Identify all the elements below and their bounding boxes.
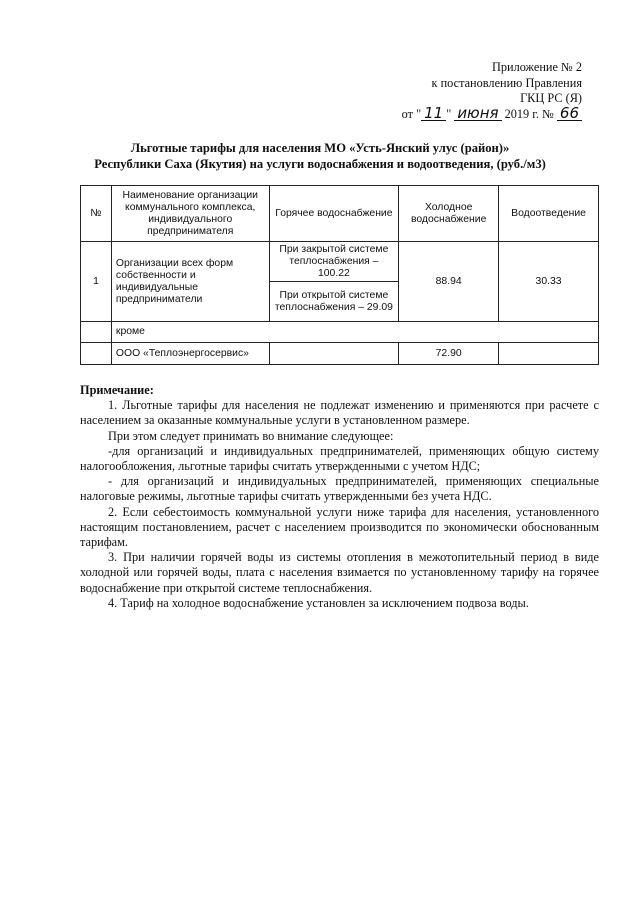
header-cold-water: Холодное водоснабжение bbox=[399, 186, 499, 242]
notes-heading: Примечание: bbox=[80, 383, 154, 397]
row1-cold: 88.94 bbox=[399, 242, 499, 322]
header-org: Наименование организации коммунального комплекса, индивидуального предпринимателя bbox=[111, 186, 269, 242]
row1-hot-open: При открытой системе теплоснабжения – 29.09 bbox=[269, 282, 399, 322]
note-1-intro: При этом следует принимать во внимание следующее: bbox=[108, 428, 394, 443]
resolution-number: 66 bbox=[557, 107, 582, 121]
row1-hot-closed: При закрытой системе теплоснабжения – 100.22 bbox=[269, 242, 399, 282]
row2-hot bbox=[269, 343, 399, 365]
table-row bbox=[81, 242, 599, 282]
note-1: 1. Льготные тарифы для населения не подлежат изменению и применяются при расчете с населением за оказанные коммунальные услуги в установленном размере. bbox=[80, 398, 599, 428]
except-empty bbox=[81, 322, 112, 343]
row1-org: Организации всех форм собственности и индивидуальные предприниматели bbox=[111, 242, 269, 322]
date-sep: " bbox=[446, 106, 452, 121]
date-year: 2019 г. № bbox=[504, 106, 554, 121]
table-row-except bbox=[81, 322, 599, 343]
date-prefix: от " bbox=[401, 106, 422, 121]
table-row bbox=[81, 343, 599, 365]
row2-num bbox=[81, 343, 112, 365]
appendix-number: Приложение № 2 bbox=[491, 60, 582, 74]
except-label: кроме bbox=[111, 322, 598, 343]
notes-section bbox=[80, 383, 599, 611]
row2-drain bbox=[499, 343, 599, 365]
date-month: июня bbox=[454, 107, 501, 121]
note-4: 4. Тариф на холодное водоснабжение установлен за исключением подвоза воды. bbox=[108, 595, 529, 610]
row1-num: 1 bbox=[81, 242, 112, 322]
tariff-table bbox=[80, 185, 599, 365]
document-title bbox=[0, 140, 640, 172]
header-drainage: Водоотведение bbox=[499, 186, 599, 242]
row1-drain: 30.33 bbox=[499, 242, 599, 322]
appendix-authority: ГКЦ РС (Я) bbox=[520, 91, 582, 105]
row2-cold: 72.90 bbox=[399, 343, 499, 365]
row2-org: ООО «Теплоэнергосервис» bbox=[111, 343, 269, 365]
table-header-row bbox=[81, 186, 599, 242]
appendix-resolution: к постановлению Правления bbox=[431, 75, 582, 90]
note-3: 3. При наличии горячей воды из системы отопления в межотопительный период в виде холодной или горячей воды, плата с населения взимается по установленному тарифу на горячее водоснабжение при открытой системе теплоснабжения. bbox=[80, 550, 599, 595]
appendix-date-line bbox=[401, 103, 582, 123]
note-2: 2. Если себестоимость коммунальной услуги ниже тарифа для населения, установленного настоящим постановлением, расчет с населением производится по экономически обоснованным тарифам. bbox=[80, 504, 599, 550]
title-line-2: Республики Саха (Якутия) на услуги водоснабжения и водоотведения, (руб./м3) bbox=[94, 157, 546, 171]
note-1-general-tax: -для организаций и индивидуальных предпринимателей, применяющих общую систему налогообложения, льготные тарифы считать утвержденными с учетом НДС; bbox=[80, 443, 599, 474]
appendix-header bbox=[402, 60, 582, 122]
header-num: № bbox=[81, 186, 112, 242]
date-day: 11 bbox=[421, 107, 446, 121]
header-hot-water: Горячее водоснабжение bbox=[269, 186, 399, 242]
title-line-1: Льготные тарифы для населения МО «Усть-Янский улус (район)» bbox=[130, 141, 510, 155]
note-1-special-tax: - для организаций и индивидуальных предпринимателей, применяющих специальные налоговые режимы, льготные тарифы считать утвержденными без учета НДС. bbox=[80, 474, 599, 504]
